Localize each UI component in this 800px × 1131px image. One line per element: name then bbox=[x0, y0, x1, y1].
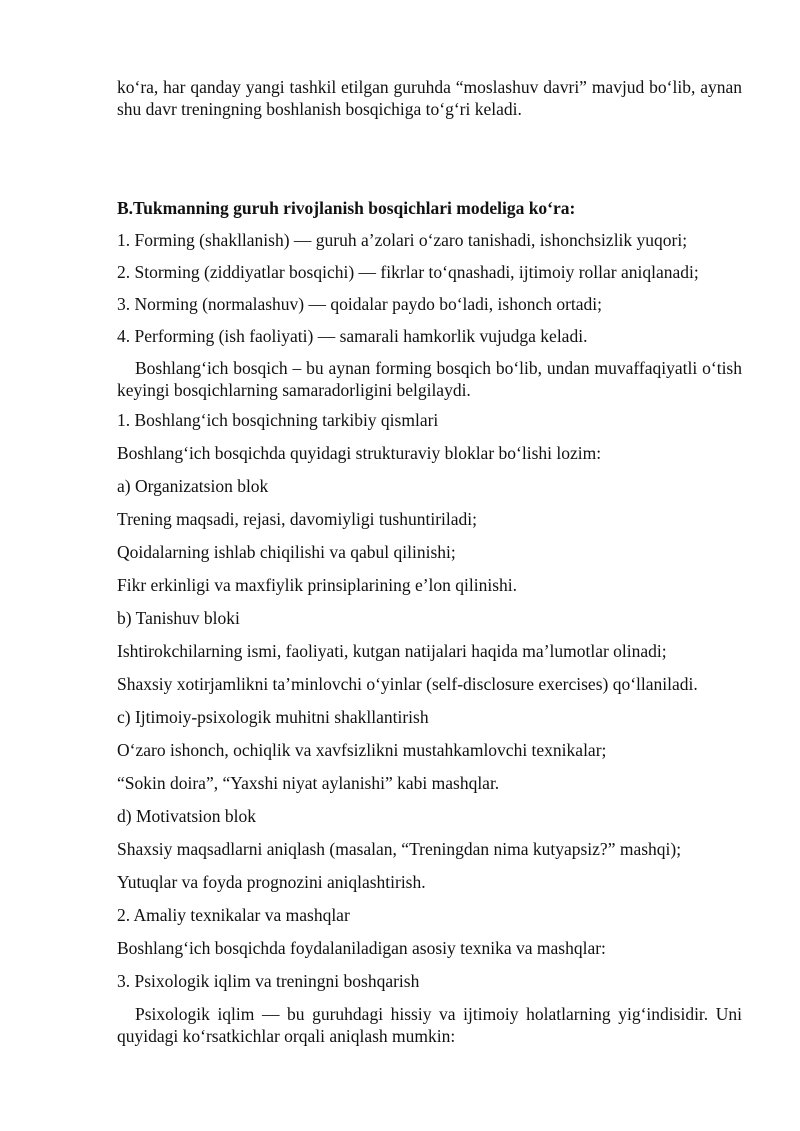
block-title: c) Ijtimoiy-psixologik muhitni shakllantirish bbox=[117, 707, 429, 727]
text-line: Boshlang‘ich bosqichda foydalaniladigan asosiy texnika va mashqlar: bbox=[117, 938, 606, 958]
stage-item: 1. Forming (shakllanish) — guruh a’zolari o‘zaro tanishadi, ishonchsizlik yuqori; bbox=[117, 230, 688, 250]
forming-paragraph: Boshlang‘ich bosqich – bu aynan forming bosqich bo‘lib, undan muvaffaqiyatli o‘tish keyingi bosqichlarning samaradorligini belgilaydi. bbox=[117, 358, 742, 400]
text-line: “Sokin doira”, “Yaxshi niyat aylanishi” kabi mashqlar. bbox=[117, 773, 500, 793]
intro-paragraph: ko‘ra, har qanday yangi tashkil etilgan guruhda “moslashuv davri” mavjud bo‘lib, aynan shu davr treningning boshlanish bosqichiga to‘g‘ri keladi. bbox=[117, 77, 742, 119]
subsection-title: 2. Amaliy texnikalar va mashqlar bbox=[117, 905, 350, 925]
block-title: b) Tanishuv bloki bbox=[117, 608, 240, 628]
section-heading: B.Tukmanning guruh rivojlanish bosqichlari modeliga ko‘ra: bbox=[117, 198, 576, 218]
text-line: Yutuqlar va foyda prognozini aniqlashtirish. bbox=[117, 872, 426, 892]
block-title: a) Organizatsion blok bbox=[117, 476, 269, 496]
stage-item: 2. Storming (ziddiyatlar bosqichi) — fikrlar to‘qnashadi, ijtimoiy rollar aniqlanadi; bbox=[117, 262, 699, 282]
stage-item: 3. Norming (normalashuv) — qoidalar paydo bo‘ladi, ishonch ortadi; bbox=[117, 294, 603, 314]
climate-paragraph: Psixologik iqlim — bu guruhdagi hissiy va ijtimoiy holatlarning yig‘indisidir. Uni quyidagi ko‘rsatkichlar orqali aniqlash mumkin: bbox=[117, 1004, 742, 1046]
text-line: Shaxsiy xotirjamlikni ta’minlovchi o‘yinlar (self-disclosure exercises) qo‘llaniladi. bbox=[117, 674, 698, 694]
text-line: Boshlang‘ich bosqichda quyidagi strukturaviy bloklar bo‘lishi lozim: bbox=[117, 443, 602, 463]
text-line: Qoidalarning ishlab chiqilishi va qabul qilinishi; bbox=[117, 542, 456, 562]
text-line: Shaxsiy maqsadlarni aniqlash (masalan, “Treningdan nima kutyapsiz?” mashqi); bbox=[117, 839, 682, 859]
subsection-title: 1. Boshlang‘ich bosqichning tarkibiy qismlari bbox=[117, 410, 439, 430]
stage-item: 4. Performing (ish faoliyati) — samarali hamkorlik vujudga keladi. bbox=[117, 326, 588, 346]
text-line: O‘zaro ishonch, ochiqlik va xavfsizlikni mustahkamlovchi texnikalar; bbox=[117, 740, 607, 760]
subsection-title: 3. Psixologik iqlim va treningni boshqarish bbox=[117, 971, 420, 991]
block-title: d) Motivatsion blok bbox=[117, 806, 257, 826]
text-line: Ishtirokchilarning ismi, faoliyati, kutgan natijalari haqida ma’lumotlar olinadi; bbox=[117, 641, 667, 661]
text-line: Fikr erkinligi va maxfiylik prinsiplarining e’lon qilinishi. bbox=[117, 575, 518, 595]
text-line: Trening maqsadi, rejasi, davomiyligi tushuntiriladi; bbox=[117, 509, 478, 529]
